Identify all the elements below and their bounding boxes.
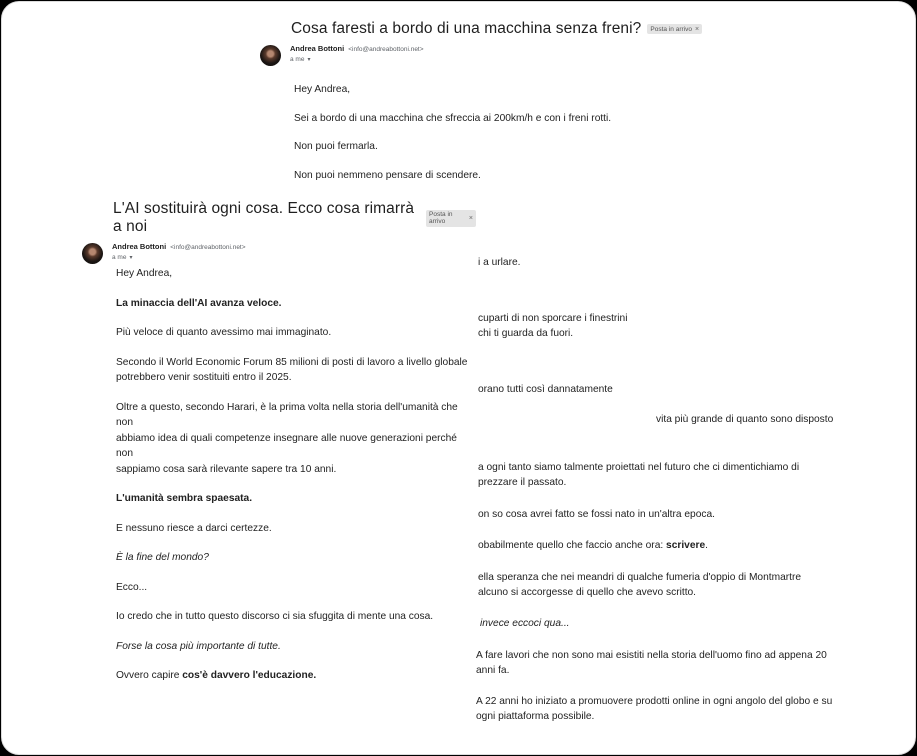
body-paragraph: Più veloce di quanto avessimo mai immaginato. xyxy=(116,327,332,338)
label-chip-inbox[interactable] xyxy=(426,210,476,227)
body-paragraph xyxy=(116,668,476,684)
email-subject: L'AI sostituirà ogni cosa. Ecco cosa rimarrà a noi xyxy=(113,200,415,235)
line: Secondo il World Economic Forum 85 milioni di posti di lavoro a livello globale xyxy=(116,356,468,368)
italic-text: È la fine del mondo? xyxy=(116,552,209,563)
remove-label-icon[interactable]: × xyxy=(694,25,700,33)
body-paragraph xyxy=(116,639,476,655)
body-fragment: vita più grande di quanto sono disposto xyxy=(656,414,834,425)
body-paragraph: A fare lavori che non sono mai esistiti nella storia dell'uomo fino ad appena 20 xyxy=(476,650,827,661)
body-paragraph xyxy=(116,296,476,312)
body-paragraph: E nessuno riesce a darci certezze. xyxy=(116,522,272,534)
body-paragraph xyxy=(116,355,476,386)
body-paragraph xyxy=(116,491,476,507)
email-body xyxy=(116,266,476,684)
line: sappiamo cosa sarà rilevante sapere tra 10 anni. xyxy=(116,463,337,475)
fragment-bold: scrivere xyxy=(666,540,706,551)
body-fragment: on so cosa avrei fatto se fossi nato in un'altra epoca. xyxy=(478,509,715,520)
label-text: Posta in arrivo xyxy=(650,25,692,33)
body-fragment: ella speranza che nei meandri di qualche fumeria d'oppio di Montmartre xyxy=(478,572,802,583)
body-fragment: invece eccoci qua... xyxy=(480,618,570,629)
body-fragment xyxy=(478,538,708,554)
bold-text: La minaccia dell'AI avanza veloce. xyxy=(116,297,282,309)
body-paragraph: ogni piattaforma possibile. xyxy=(476,711,595,722)
email-subject: Cosa faresti a bordo di una macchina senza freni? xyxy=(291,20,642,37)
sender-name[interactable]: Andrea Bottoni xyxy=(290,44,345,53)
line: abbiamo idea di quali competenze insegnare alle nuove generazioni perché non xyxy=(116,432,457,459)
bold-text: cos'è davvero l'educazione. xyxy=(182,670,317,681)
remove-label-icon[interactable]: × xyxy=(468,214,473,222)
email-header xyxy=(113,200,476,236)
body-paragraph: Sei a bordo di una macchina che sfreccia ai 200km/h e con i freni rotti. xyxy=(294,112,612,124)
body-paragraph: Io credo che in tutto questo discorso ci sia sfuggita di mente una cosa. xyxy=(116,611,434,622)
recipient-text: a me xyxy=(112,254,127,261)
body-paragraph xyxy=(116,400,476,478)
label-text: Posta in arrivo xyxy=(429,211,453,225)
fragment-text: obabilmente quello che faccio anche ora: xyxy=(478,540,667,551)
body-paragraph: Non puoi nemmeno pensare di scendere. xyxy=(294,169,481,181)
recipient-details-toggle[interactable] xyxy=(112,253,246,263)
body-fragment: cuparti di non sporcare i finestrini xyxy=(478,313,628,324)
email-front xyxy=(82,200,476,681)
body-paragraph: Ecco... xyxy=(116,581,148,593)
avatar[interactable] xyxy=(82,243,103,264)
sender-email: <info@andreabottoni.net> xyxy=(170,244,246,251)
sender-row xyxy=(82,243,476,264)
plain-text: Ovvero capire xyxy=(116,670,183,681)
body-paragraph xyxy=(116,550,476,566)
body-paragraph: anni fa. xyxy=(476,665,510,676)
body-paragraph: Hey Andrea, xyxy=(294,84,351,95)
screenshot-frame xyxy=(1,1,916,755)
body-fragment: prezzare il passato. xyxy=(478,477,567,488)
body-paragraph: A 22 anni ho iniziato a promuovere prodotti online in ogni angolo del globo e su xyxy=(476,696,833,707)
line: Oltre a questo, secondo Harari, è la prima volta nella storia dell'umanità che non xyxy=(116,401,458,428)
body-fragment: orano tutti così dannatamente xyxy=(478,384,613,395)
body-paragraph: Hey Andrea, xyxy=(116,268,173,279)
sender-name[interactable]: Andrea Bottoni xyxy=(112,242,167,251)
bold-text: L'umanità sembra spaesata. xyxy=(116,493,253,504)
body-fragment: alcuno si accorgesse di quello che avevo scritto. xyxy=(478,587,697,598)
body-fragment: chi ti guarda da fuori. xyxy=(478,328,574,339)
body-fragment: i a urlare. xyxy=(478,257,521,268)
italic-text: Forse la cosa più importante di tutte. xyxy=(116,640,281,652)
chevron-down-icon: ▾ xyxy=(129,255,133,261)
body-paragraph: Non puoi fermarla. xyxy=(294,141,378,152)
sender-email: <info@andreabottoni.net> xyxy=(348,46,424,53)
line: potrebbero venir sostituiti entro il 2025. xyxy=(116,372,292,383)
chevron-down-icon: ▾ xyxy=(307,57,311,63)
body-fragment: a ogni tanto siamo talmente proiettati nel futuro che ci dimentichiamo di xyxy=(478,462,800,473)
fragment-punct: . xyxy=(705,540,708,551)
recipient-text: a me xyxy=(290,56,305,63)
